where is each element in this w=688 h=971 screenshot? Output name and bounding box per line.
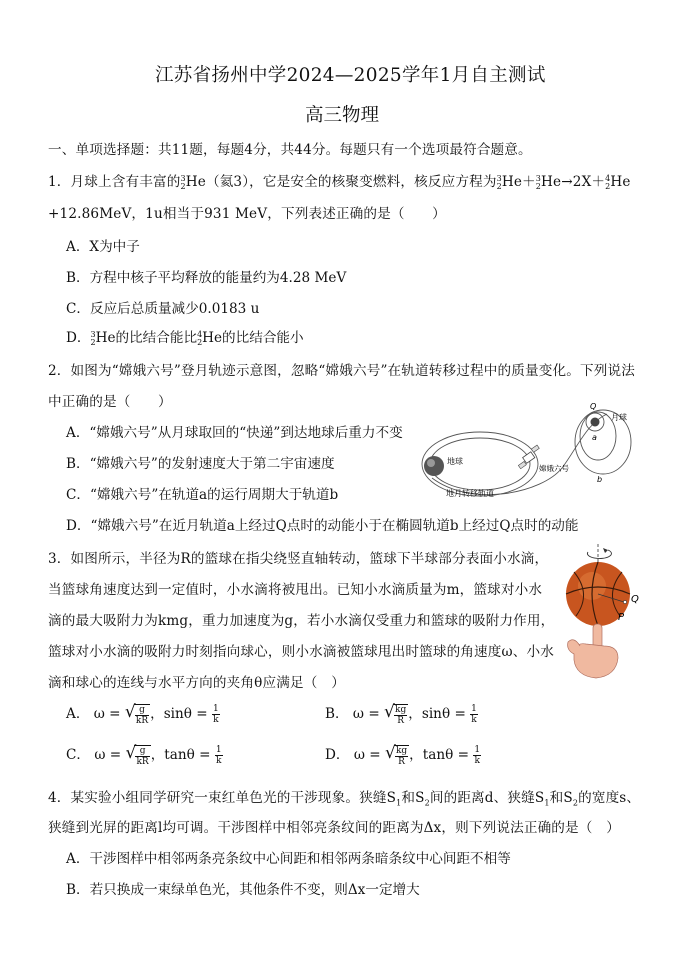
q2-option-b[interactable]: B．“嫦娥六号”的发射速度大于第二宇宙速度 bbox=[66, 456, 335, 472]
q1-option-b[interactable]: B．方程中核子平均释放的能量约为4.28 MeV bbox=[66, 270, 347, 286]
svg-text:P: P bbox=[618, 612, 625, 623]
q4-stem-line1: 4．某实验小组同学研究一束红单色光的干涉现象。狭缝$S_1$和$S_2$间的距离d、狭缝$S_1$和$S_2$的宽度s、 bbox=[48, 790, 641, 808]
q3-stem-line1: 3．如图所示，半径为R的篮球在指尖绕竖直轴转动，篮球下半球部分表面小水滴， bbox=[48, 551, 549, 567]
q3-stem-line5: 滴和球心的连线与水平方向的夹角θ应满足（ ） bbox=[48, 675, 345, 691]
hand-icon bbox=[568, 624, 618, 678]
q1-stem-line1: 1．月球上含有丰富的 3 2 He（氦3），它是安全的核聚变燃料，核反应方程为 3 2 He＋ 3 2 He→2X＋ 4 2 He bbox=[48, 173, 631, 191]
probe-icon bbox=[518, 445, 539, 469]
q2-option-d[interactable]: D．“嫦娥六号”在近月轨道a上经过Q点时的动能小于在椭圆轨道b上经过Q点时的动能 bbox=[66, 518, 579, 534]
svg-text:Q: Q bbox=[631, 594, 639, 605]
section-heading: 一、单项选择题：共11题，每题4分，共44分。每题只有一个选项最符合题意。 bbox=[48, 142, 532, 158]
earth-icon bbox=[424, 456, 444, 476]
svg-text:月球: 月球 bbox=[611, 413, 627, 422]
q2-stem-line1: 2．如图为“嫦娥六号”登月轨迹示意图，忽略“嫦娥六号”在轨道转移过程中的质量变化。下列说法 bbox=[48, 363, 635, 379]
orbit-diagram bbox=[412, 398, 640, 502]
svg-text:地月转移轨道: 地月转移轨道 bbox=[446, 489, 494, 498]
q2-option-a[interactable]: A．“嫦娥六号”从月球取回的“快递”到达地球后重力不变 bbox=[66, 425, 403, 441]
q4-stem-line2: 狭缝到光屏的距离l均可调。干涉图样中相邻亮条纹间的距离为Δx，则下列说法正确的是（ ） bbox=[48, 820, 621, 836]
page-title: 江苏省扬州中学2024—2025学年1月自主测试 bbox=[155, 65, 546, 86]
q1-option-d[interactable]: D． 3 2 He的比结合能比 4 2 He的比结合能小 bbox=[66, 329, 304, 347]
q2-option-c[interactable]: C．“嫦娥六号”在轨道a的运行周期大于轨道b bbox=[66, 487, 339, 503]
svg-text:Q: Q bbox=[590, 402, 597, 411]
q1-option-a[interactable]: A．X为中子 bbox=[66, 239, 140, 255]
q3-option-c[interactable]: C． ω = √ $\frac{g}{kR}$ ，tanθ = $\frac{1}{k}$ bbox=[66, 743, 223, 767]
q2-stem-line2: 中正确的是（ ） bbox=[48, 394, 172, 410]
svg-text:地球: 地球 bbox=[447, 457, 463, 466]
q1-stem-line2: +12.86MeV，1u相当于931 MeV，下列表述正确的是（ ） bbox=[48, 206, 446, 222]
svg-text:b: b bbox=[597, 475, 603, 484]
q3-option-b[interactable]: B． ω = √ $\frac{kg}{R}$ ，sinθ = $\frac{1}{k}$ bbox=[325, 702, 478, 726]
q4-option-a[interactable]: A．干涉图样中相邻两条亮条纹中心间距和相邻两条暗条纹中心间距不相等 bbox=[66, 851, 511, 867]
svg-text:a: a bbox=[592, 433, 597, 442]
q3-stem-line4: 篮球对小水滴的吸附力时刻指向球心，则小水滴被篮球甩出时篮球的角速度ω、小水 bbox=[48, 644, 555, 660]
svg-text:嫦娥六号: 嫦娥六号 bbox=[539, 464, 569, 473]
q3-stem-line2: 当篮球角速度达到一定值时，小水滴将被甩出。已知小水滴质量为m，篮球对小水 bbox=[48, 582, 543, 598]
page-subtitle: 高三物理 bbox=[305, 105, 380, 126]
q4-option-b[interactable]: B．若只换成一束绿单色光，其他条件不变，则Δx一定增大 bbox=[66, 882, 420, 898]
basketball-figure bbox=[552, 540, 644, 682]
q3-stem-line3: 滴的最大吸附力为kmg，重力加速度为g，若小水滴仅受重力和篮球的吸附力作用， bbox=[48, 613, 555, 629]
q3-option-a[interactable]: A． ω = √ $\frac{g}{kR}$ ，sinθ = $\frac{1}{k}$ bbox=[66, 702, 220, 726]
q3-option-d[interactable]: D． ω = √ $\frac{kg}{R}$ ，tanθ = $\frac{1}{k}$ bbox=[325, 743, 481, 767]
moon-icon bbox=[591, 418, 600, 427]
q1-option-c[interactable]: C．反应后总质量减少0.0183 u bbox=[66, 301, 260, 317]
